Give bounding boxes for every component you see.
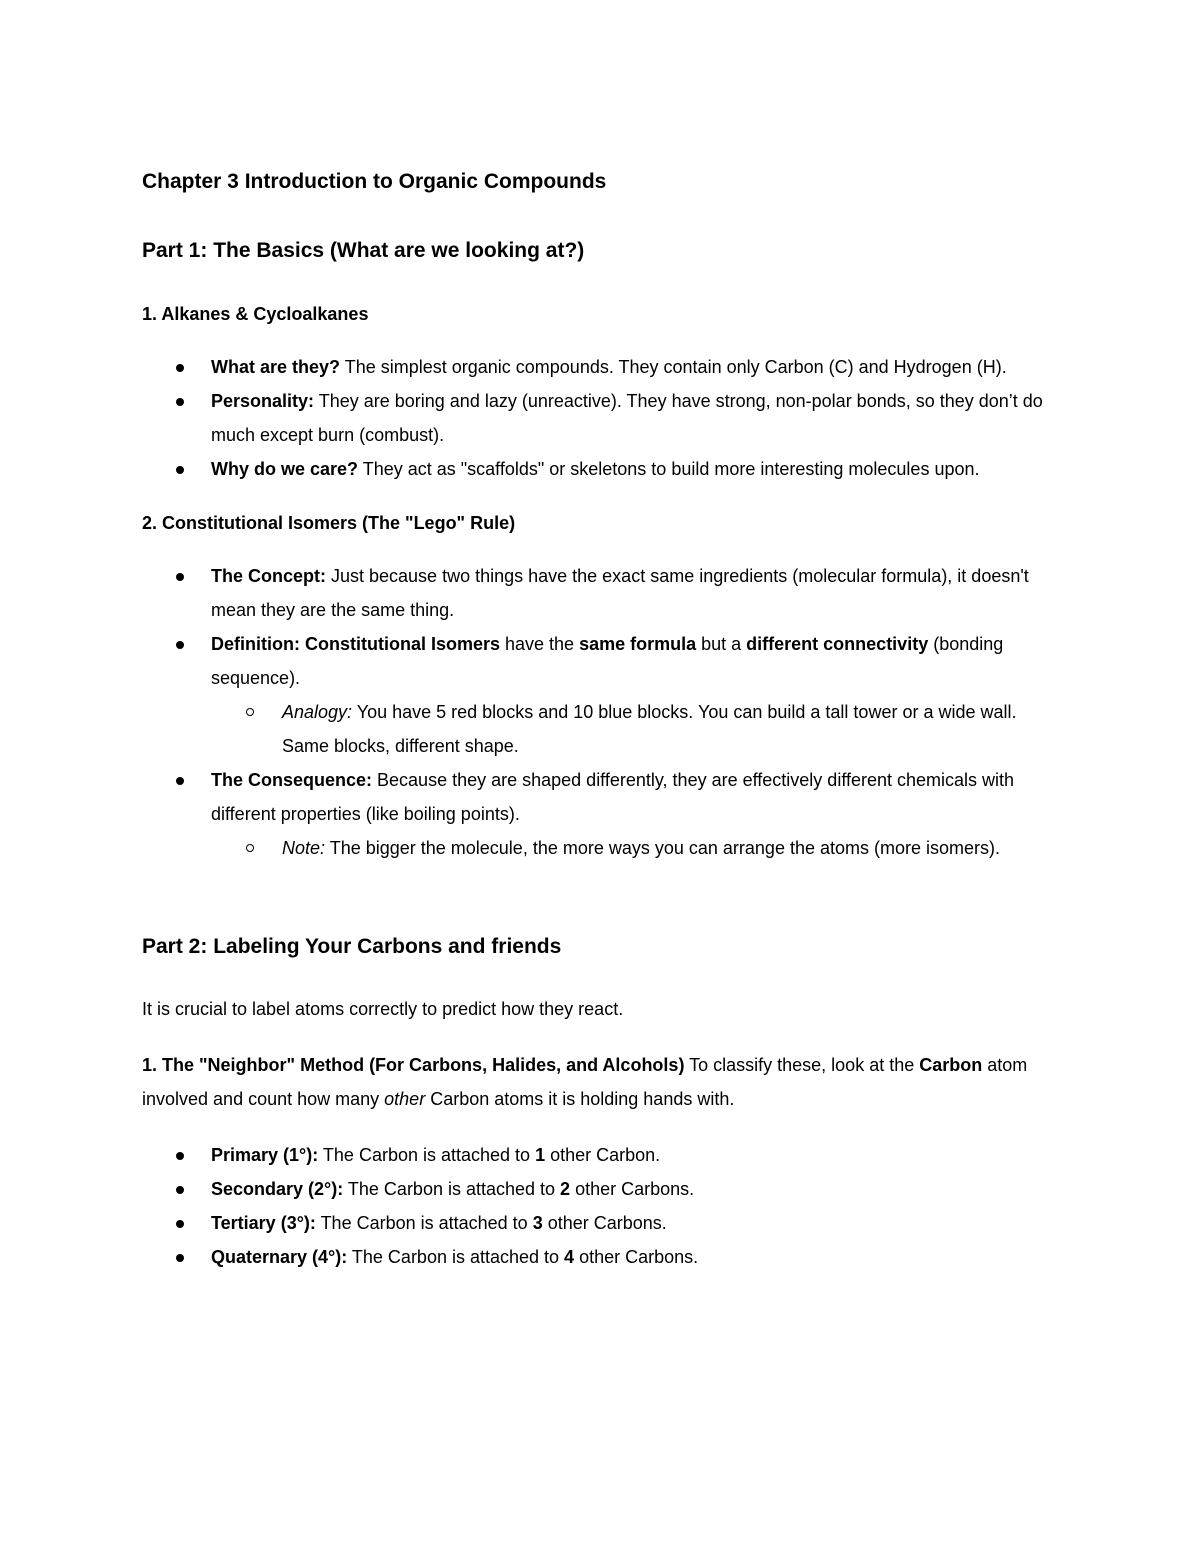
list-item: Quaternary (4°): The Carbon is attached to 4 other Carbons. [142,1240,1062,1274]
chapter-title: Chapter 3 Introduction to Organic Compounds [142,170,607,193]
list-item: What are they? The simplest organic compounds. They contain only Carbon (C) and Hydrogen (H). [142,350,1062,384]
list-item: Primary (1°): The Carbon is attached to 1 other Carbon. [142,1138,1062,1172]
part2-title: Part 2: Labeling Your Carbons and friends [142,934,562,958]
sub-list-item: Note: The bigger the molecule, the more ways you can arrange the atoms (more isomers). [142,831,1062,865]
list-item: Personality: They are boring and lazy (unreactive). They have strong, non-polar bonds, so they don’t do much except burn (combust). [142,384,1062,452]
part2-intro: It is crucial to label atoms correctly to predict how they react. [142,998,624,1019]
isomers-list [142,559,1062,865]
list-item: Secondary (2°): The Carbon is attached to 2 other Carbons. [142,1172,1062,1206]
list-item: Definition: Constitutional Isomers have the same formula but a different connectivity (bonding sequence). [142,627,1062,695]
list-item: The Consequence: Because they are shaped differently, they are effectively different chemicals with different properties (like boiling points). [142,763,1062,831]
list-item: Why do we care? They act as "scaffolds" or skeletons to build more interesting molecules upon. [142,452,1062,486]
part1-title: Part 1: The Basics (What are we looking at?) [142,239,585,263]
sub-list-item: Analogy: You have 5 red blocks and 10 blue blocks. You can build a tall tower or a wide wall. Same blocks, different shape. [142,695,1062,763]
section-alkanes-heading: 1. Alkanes & Cycloalkanes [142,303,369,324]
neighbor-method-paragraph: 1. The "Neighbor" Method (For Carbons, Halides, and Alcohols) To classify these, look at the Carbon atom involved and count how many other Carbon atoms it is holding hands with. [142,1054,1028,1109]
list-item: Tertiary (3°): The Carbon is attached to 3 other Carbons. [142,1206,1062,1240]
carbon-class-list [142,1138,1062,1274]
section-isomers-heading: 2. Constitutional Isomers (The "Lego" Rule) [142,512,516,533]
alkanes-list [142,350,1062,486]
list-item: The Concept: Just because two things have the exact same ingredients (molecular formula), it doesn't mean they are the same thing. [142,559,1062,627]
document-body [142,168,1062,1274]
